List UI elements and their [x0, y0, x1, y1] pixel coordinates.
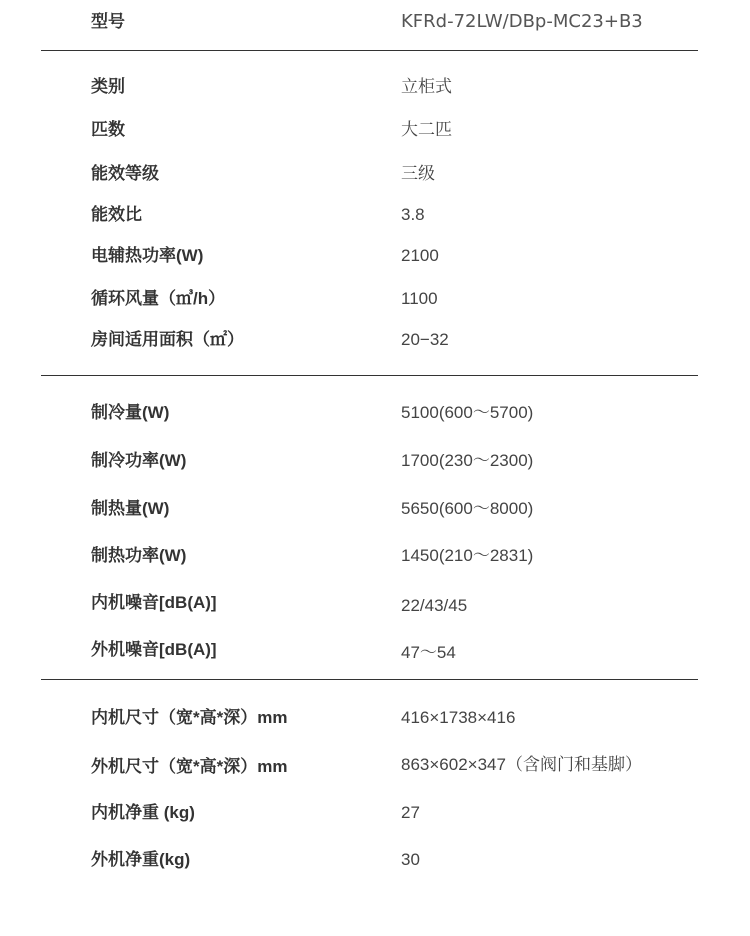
spec-label: 制冷功率(W) [91, 451, 187, 470]
spec-label: 房间适用面积（㎡） [91, 330, 244, 349]
spec-row-cooling-capacity [0, 398, 750, 428]
spec-row-outdoor-dimensions [0, 752, 750, 782]
spec-row-airflow [0, 284, 750, 314]
spec-row-energy-grade [0, 159, 750, 189]
spec-label: 制冷量(W) [91, 403, 170, 422]
spec-row-heating-capacity [0, 494, 750, 524]
section-divider [41, 679, 698, 680]
spec-label: 外机尺寸（宽*高*深）mm [91, 757, 288, 776]
spec-row-room-area [0, 325, 750, 355]
spec-value: KFRd-72LW/DBp-MC23+B3 [401, 11, 643, 32]
spec-label: 循环风量（㎥/h） [91, 289, 226, 308]
section-divider [41, 375, 698, 376]
spec-value: 416×1738×416 [401, 708, 516, 727]
spec-row-model [0, 7, 750, 37]
spec-value: 三级 [401, 164, 435, 183]
spec-value: 2100 [401, 246, 439, 265]
spec-row-outdoor-noise [0, 635, 750, 665]
spec-value: 30 [401, 850, 420, 869]
spec-row-efficiency-ratio [0, 200, 750, 230]
spec-label: 内机噪音[dB(A)] [91, 593, 217, 612]
spec-label: 制热功率(W) [91, 546, 187, 565]
spec-label: 能效等级 [91, 164, 159, 183]
section-divider [41, 50, 698, 51]
spec-value: 3.8 [401, 205, 425, 224]
spec-label: 外机净重(kg) [91, 850, 191, 869]
spec-value: 大二匹 [401, 120, 452, 139]
spec-label: 匹数 [91, 120, 125, 139]
spec-value: 863×602×347（含阀门和基脚） [401, 755, 642, 774]
spec-value: 20−32 [401, 330, 449, 349]
spec-value: 立柜式 [401, 77, 452, 96]
spec-row-indoor-net-weight [0, 798, 750, 828]
spec-row-horsepower [0, 115, 750, 145]
spec-value: 5650(600～8000) [401, 499, 534, 518]
spec-row-outdoor-net-weight [0, 845, 750, 875]
spec-row-indoor-noise [0, 588, 750, 618]
spec-label: 内机尺寸（宽*高*深）mm [91, 708, 288, 727]
spec-row-cooling-power [0, 446, 750, 476]
spec-label: 外机噪音[dB(A)] [91, 640, 217, 659]
spec-value: 27 [401, 803, 420, 822]
spec-row-indoor-dimensions [0, 703, 750, 733]
spec-row-heating-power [0, 541, 750, 571]
spec-row-category [0, 72, 750, 102]
spec-value: 1700(230～2300) [401, 451, 534, 470]
spec-label: 电辅热功率(W) [91, 246, 204, 265]
spec-label: 型号 [91, 12, 125, 31]
spec-label: 能效比 [91, 205, 142, 224]
spec-value: 1450(210～2831) [401, 546, 534, 565]
spec-value: 5100(600～5700) [401, 403, 534, 422]
spec-value: 22/43/45 [401, 596, 468, 615]
spec-row-aux-heating-power [0, 241, 750, 271]
spec-label: 类别 [91, 77, 125, 96]
spec-label: 内机净重 (kg) [91, 803, 195, 822]
spec-value: 47～54 [401, 643, 456, 662]
spec-label: 制热量(W) [91, 499, 170, 518]
spec-value: 1100 [401, 289, 438, 308]
